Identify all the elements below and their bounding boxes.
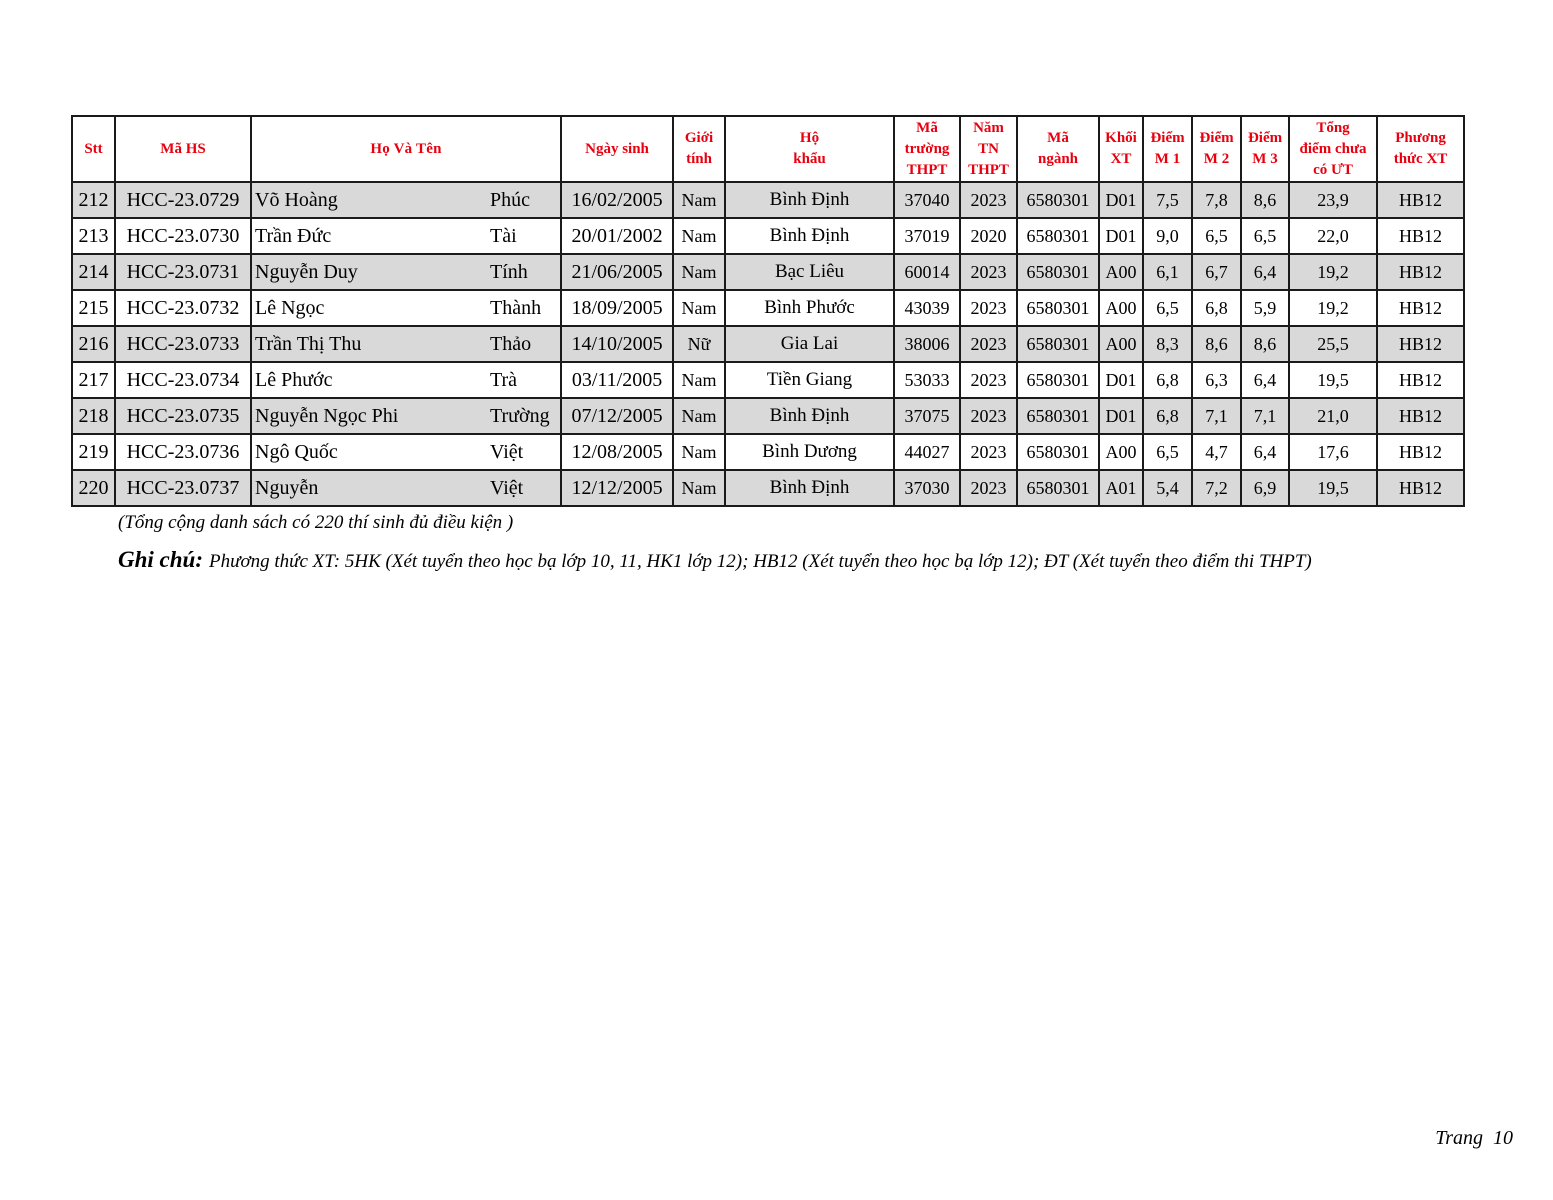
cell-ma-hs: HCC-23.0736 — [115, 434, 251, 470]
cell-diem-m1: 6,1 — [1143, 254, 1192, 290]
cell-stt: 219 — [72, 434, 115, 470]
cell-diem-m1: 7,5 — [1143, 182, 1192, 218]
cell-ma-hs: HCC-23.0731 — [115, 254, 251, 290]
cell-ten: Thành — [488, 290, 561, 326]
cell-ho: Lê Ngọc — [251, 290, 488, 326]
header-diem-m2: Điểm M 2 — [1192, 116, 1241, 182]
cell-ho-khau: Bạc Liêu — [725, 254, 894, 290]
header-ho-khau: Hộ khẩu — [725, 116, 894, 182]
cell-stt: 214 — [72, 254, 115, 290]
cell-gioi-tinh: Nam — [673, 218, 725, 254]
table-row — [72, 182, 1464, 218]
header-tong-diem: Tổng điểm chưa có ƯT — [1289, 116, 1377, 182]
cell-ma-hs: HCC-23.0729 — [115, 182, 251, 218]
cell-ho-khau: Gia Lai — [725, 326, 894, 362]
cell-nam-tn: 2020 — [960, 218, 1017, 254]
table-row — [72, 254, 1464, 290]
table-header-row — [72, 116, 1464, 182]
table-row — [72, 290, 1464, 326]
cell-phuong-thuc: HB12 — [1377, 326, 1464, 362]
cell-ngay-sinh: 21/06/2005 — [561, 254, 673, 290]
header-ma-truong: Mã trường THPT — [894, 116, 960, 182]
cell-tong-diem: 19,5 — [1289, 470, 1377, 506]
cell-ngay-sinh: 14/10/2005 — [561, 326, 673, 362]
cell-ten: Thảo — [488, 326, 561, 362]
cell-tong-diem: 19,2 — [1289, 254, 1377, 290]
cell-diem-m2: 4,7 — [1192, 434, 1241, 470]
cell-diem-m3: 8,6 — [1241, 182, 1289, 218]
cell-khoi: D01 — [1099, 398, 1143, 434]
cell-tong-diem: 19,2 — [1289, 290, 1377, 326]
cell-phuong-thuc: HB12 — [1377, 398, 1464, 434]
note-label: Ghi chú: — [118, 547, 203, 572]
cell-ma-truong: 37075 — [894, 398, 960, 434]
table-row — [72, 362, 1464, 398]
cell-diem-m2: 6,7 — [1192, 254, 1241, 290]
cell-diem-m1: 8,3 — [1143, 326, 1192, 362]
page-label: Trang — [1435, 1127, 1483, 1149]
cell-gioi-tinh: Nam — [673, 434, 725, 470]
header-gioi-tinh: Giới tính — [673, 116, 725, 182]
cell-ho: Trần Đức — [251, 218, 488, 254]
cell-ma-hs: HCC-23.0734 — [115, 362, 251, 398]
cell-diem-m3: 6,5 — [1241, 218, 1289, 254]
cell-ma-hs: HCC-23.0733 — [115, 326, 251, 362]
cell-nam-tn: 2023 — [960, 326, 1017, 362]
cell-tong-diem: 19,5 — [1289, 362, 1377, 398]
cell-ma-truong: 37040 — [894, 182, 960, 218]
cell-ma-truong: 53033 — [894, 362, 960, 398]
cell-diem-m2: 8,6 — [1192, 326, 1241, 362]
cell-ten: Trường — [488, 398, 561, 434]
header-nam-tn: Năm TN THPT — [960, 116, 1017, 182]
cell-khoi: A00 — [1099, 434, 1143, 470]
cell-diem-m3: 6,4 — [1241, 362, 1289, 398]
cell-ho: Nguyễn Duy — [251, 254, 488, 290]
cell-khoi: D01 — [1099, 218, 1143, 254]
cell-khoi: D01 — [1099, 362, 1143, 398]
cell-ten: Tài — [488, 218, 561, 254]
cell-khoi: A01 — [1099, 470, 1143, 506]
header-stt: Stt — [72, 116, 115, 182]
cell-nam-tn: 2023 — [960, 362, 1017, 398]
cell-tong-diem: 21,0 — [1289, 398, 1377, 434]
cell-nam-tn: 2023 — [960, 434, 1017, 470]
cell-ma-truong: 37019 — [894, 218, 960, 254]
cell-ma-hs: HCC-23.0735 — [115, 398, 251, 434]
cell-ma-nganh: 6580301 — [1017, 254, 1099, 290]
cell-nam-tn: 2023 — [960, 290, 1017, 326]
cell-ma-truong: 60014 — [894, 254, 960, 290]
cell-diem-m2: 7,1 — [1192, 398, 1241, 434]
cell-ma-hs: HCC-23.0737 — [115, 470, 251, 506]
cell-diem-m3: 5,9 — [1241, 290, 1289, 326]
header-phuong-thuc: Phương thức XT — [1377, 116, 1464, 182]
cell-ngay-sinh: 20/01/2002 — [561, 218, 673, 254]
total-candidates-note: (Tổng cộng danh sách có 220 thí sinh đủ điều kiện ) — [118, 512, 514, 533]
cell-ma-hs: HCC-23.0730 — [115, 218, 251, 254]
cell-ho-khau: Bình Phước — [725, 290, 894, 326]
cell-tong-diem: 22,0 — [1289, 218, 1377, 254]
page-number: 10 — [1493, 1127, 1513, 1149]
cell-phuong-thuc: HB12 — [1377, 290, 1464, 326]
cell-ten: Việt — [488, 470, 561, 506]
cell-diem-m3: 7,1 — [1241, 398, 1289, 434]
cell-diem-m3: 6,4 — [1241, 434, 1289, 470]
cell-nam-tn: 2023 — [960, 398, 1017, 434]
cell-diem-m1: 6,8 — [1143, 362, 1192, 398]
cell-phuong-thuc: HB12 — [1377, 182, 1464, 218]
cell-tong-diem: 23,9 — [1289, 182, 1377, 218]
cell-diem-m2: 7,2 — [1192, 470, 1241, 506]
cell-khoi: A00 — [1099, 254, 1143, 290]
cell-ten: Việt — [488, 434, 561, 470]
page-number-footer — [1435, 1127, 1513, 1150]
cell-ma-truong: 37030 — [894, 470, 960, 506]
cell-ma-truong: 38006 — [894, 326, 960, 362]
cell-ho-khau: Bình Dương — [725, 434, 894, 470]
cell-gioi-tinh: Nam — [673, 182, 725, 218]
cell-diem-m1: 6,8 — [1143, 398, 1192, 434]
cell-khoi: D01 — [1099, 182, 1143, 218]
cell-ngay-sinh: 07/12/2005 — [561, 398, 673, 434]
cell-ngay-sinh: 12/08/2005 — [561, 434, 673, 470]
cell-gioi-tinh: Nữ — [673, 326, 725, 362]
cell-stt: 212 — [72, 182, 115, 218]
cell-gioi-tinh: Nam — [673, 290, 725, 326]
cell-phuong-thuc: HB12 — [1377, 218, 1464, 254]
cell-ho: Võ Hoàng — [251, 182, 488, 218]
cell-ma-nganh: 6580301 — [1017, 290, 1099, 326]
cell-ngay-sinh: 03/11/2005 — [561, 362, 673, 398]
cell-phuong-thuc: HB12 — [1377, 434, 1464, 470]
cell-phuong-thuc: HB12 — [1377, 470, 1464, 506]
cell-phuong-thuc: HB12 — [1377, 362, 1464, 398]
cell-tong-diem: 17,6 — [1289, 434, 1377, 470]
cell-khoi: A00 — [1099, 290, 1143, 326]
cell-diem-m1: 5,4 — [1143, 470, 1192, 506]
cell-ma-nganh: 6580301 — [1017, 218, 1099, 254]
header-khoi: Khối XT — [1099, 116, 1143, 182]
cell-ma-nganh: 6580301 — [1017, 398, 1099, 434]
cell-ma-nganh: 6580301 — [1017, 182, 1099, 218]
cell-ho-khau: Tiền Giang — [725, 362, 894, 398]
cell-stt: 217 — [72, 362, 115, 398]
cell-ma-truong: 44027 — [894, 434, 960, 470]
cell-ho-khau: Bình Định — [725, 398, 894, 434]
cell-ho-khau: Bình Định — [725, 182, 894, 218]
cell-ho: Nguyễn Ngọc Phi — [251, 398, 488, 434]
cell-diem-m3: 6,4 — [1241, 254, 1289, 290]
cell-tong-diem: 25,5 — [1289, 326, 1377, 362]
cell-ma-truong: 43039 — [894, 290, 960, 326]
cell-diem-m2: 6,3 — [1192, 362, 1241, 398]
cell-khoi: A00 — [1099, 326, 1143, 362]
cell-ma-nganh: 6580301 — [1017, 326, 1099, 362]
note-text: Phương thức XT: 5HK (Xét tuyển theo học bạ lớp 10, 11, HK1 lớp 12); HB12 (Xét tuyển theo học bạ lớp 12); ĐT (Xét tuyển theo điểm thi THPT) — [209, 551, 1312, 572]
cell-ma-nganh: 6580301 — [1017, 470, 1099, 506]
header-ho-ten: Họ Và Tên — [251, 116, 561, 182]
table-row — [72, 470, 1464, 506]
cell-stt: 215 — [72, 290, 115, 326]
cell-ngay-sinh: 18/09/2005 — [561, 290, 673, 326]
cell-nam-tn: 2023 — [960, 182, 1017, 218]
cell-ten: Phúc — [488, 182, 561, 218]
cell-stt: 220 — [72, 470, 115, 506]
cell-ten: Trà — [488, 362, 561, 398]
cell-gioi-tinh: Nam — [673, 254, 725, 290]
header-diem-m1: Điểm M 1 — [1143, 116, 1192, 182]
cell-ho-khau: Bình Định — [725, 218, 894, 254]
cell-ho: Trần Thị Thu — [251, 326, 488, 362]
cell-ma-nganh: 6580301 — [1017, 362, 1099, 398]
cell-ho-khau: Bình Định — [725, 470, 894, 506]
cell-diem-m1: 9,0 — [1143, 218, 1192, 254]
cell-ho: Ngô Quốc — [251, 434, 488, 470]
header-diem-m3: Điểm M 3 — [1241, 116, 1289, 182]
admission-table — [71, 115, 1465, 507]
cell-gioi-tinh: Nam — [673, 362, 725, 398]
cell-diem-m3: 8,6 — [1241, 326, 1289, 362]
cell-diem-m1: 6,5 — [1143, 434, 1192, 470]
cell-gioi-tinh: Nam — [673, 470, 725, 506]
cell-nam-tn: 2023 — [960, 254, 1017, 290]
table-row — [72, 218, 1464, 254]
cell-stt: 213 — [72, 218, 115, 254]
cell-ten: Tính — [488, 254, 561, 290]
cell-diem-m2: 7,8 — [1192, 182, 1241, 218]
cell-ma-nganh: 6580301 — [1017, 434, 1099, 470]
cell-ho: Lê Phước — [251, 362, 488, 398]
cell-ngay-sinh: 16/02/2005 — [561, 182, 673, 218]
table-row — [72, 326, 1464, 362]
cell-ngay-sinh: 12/12/2005 — [561, 470, 673, 506]
cell-diem-m2: 6,8 — [1192, 290, 1241, 326]
table-row — [72, 434, 1464, 470]
cell-stt: 218 — [72, 398, 115, 434]
cell-gioi-tinh: Nam — [673, 398, 725, 434]
table-row — [72, 398, 1464, 434]
cell-nam-tn: 2023 — [960, 470, 1017, 506]
cell-ho: Nguyễn — [251, 470, 488, 506]
cell-diem-m2: 6,5 — [1192, 218, 1241, 254]
header-ngay-sinh: Ngày sinh — [561, 116, 673, 182]
header-ma-nganh: Mã ngành — [1017, 116, 1099, 182]
cell-stt: 216 — [72, 326, 115, 362]
cell-diem-m3: 6,9 — [1241, 470, 1289, 506]
method-note — [118, 547, 1438, 575]
header-ma-hs: Mã HS — [115, 116, 251, 182]
cell-phuong-thuc: HB12 — [1377, 254, 1464, 290]
cell-diem-m1: 6,5 — [1143, 290, 1192, 326]
cell-ma-hs: HCC-23.0732 — [115, 290, 251, 326]
